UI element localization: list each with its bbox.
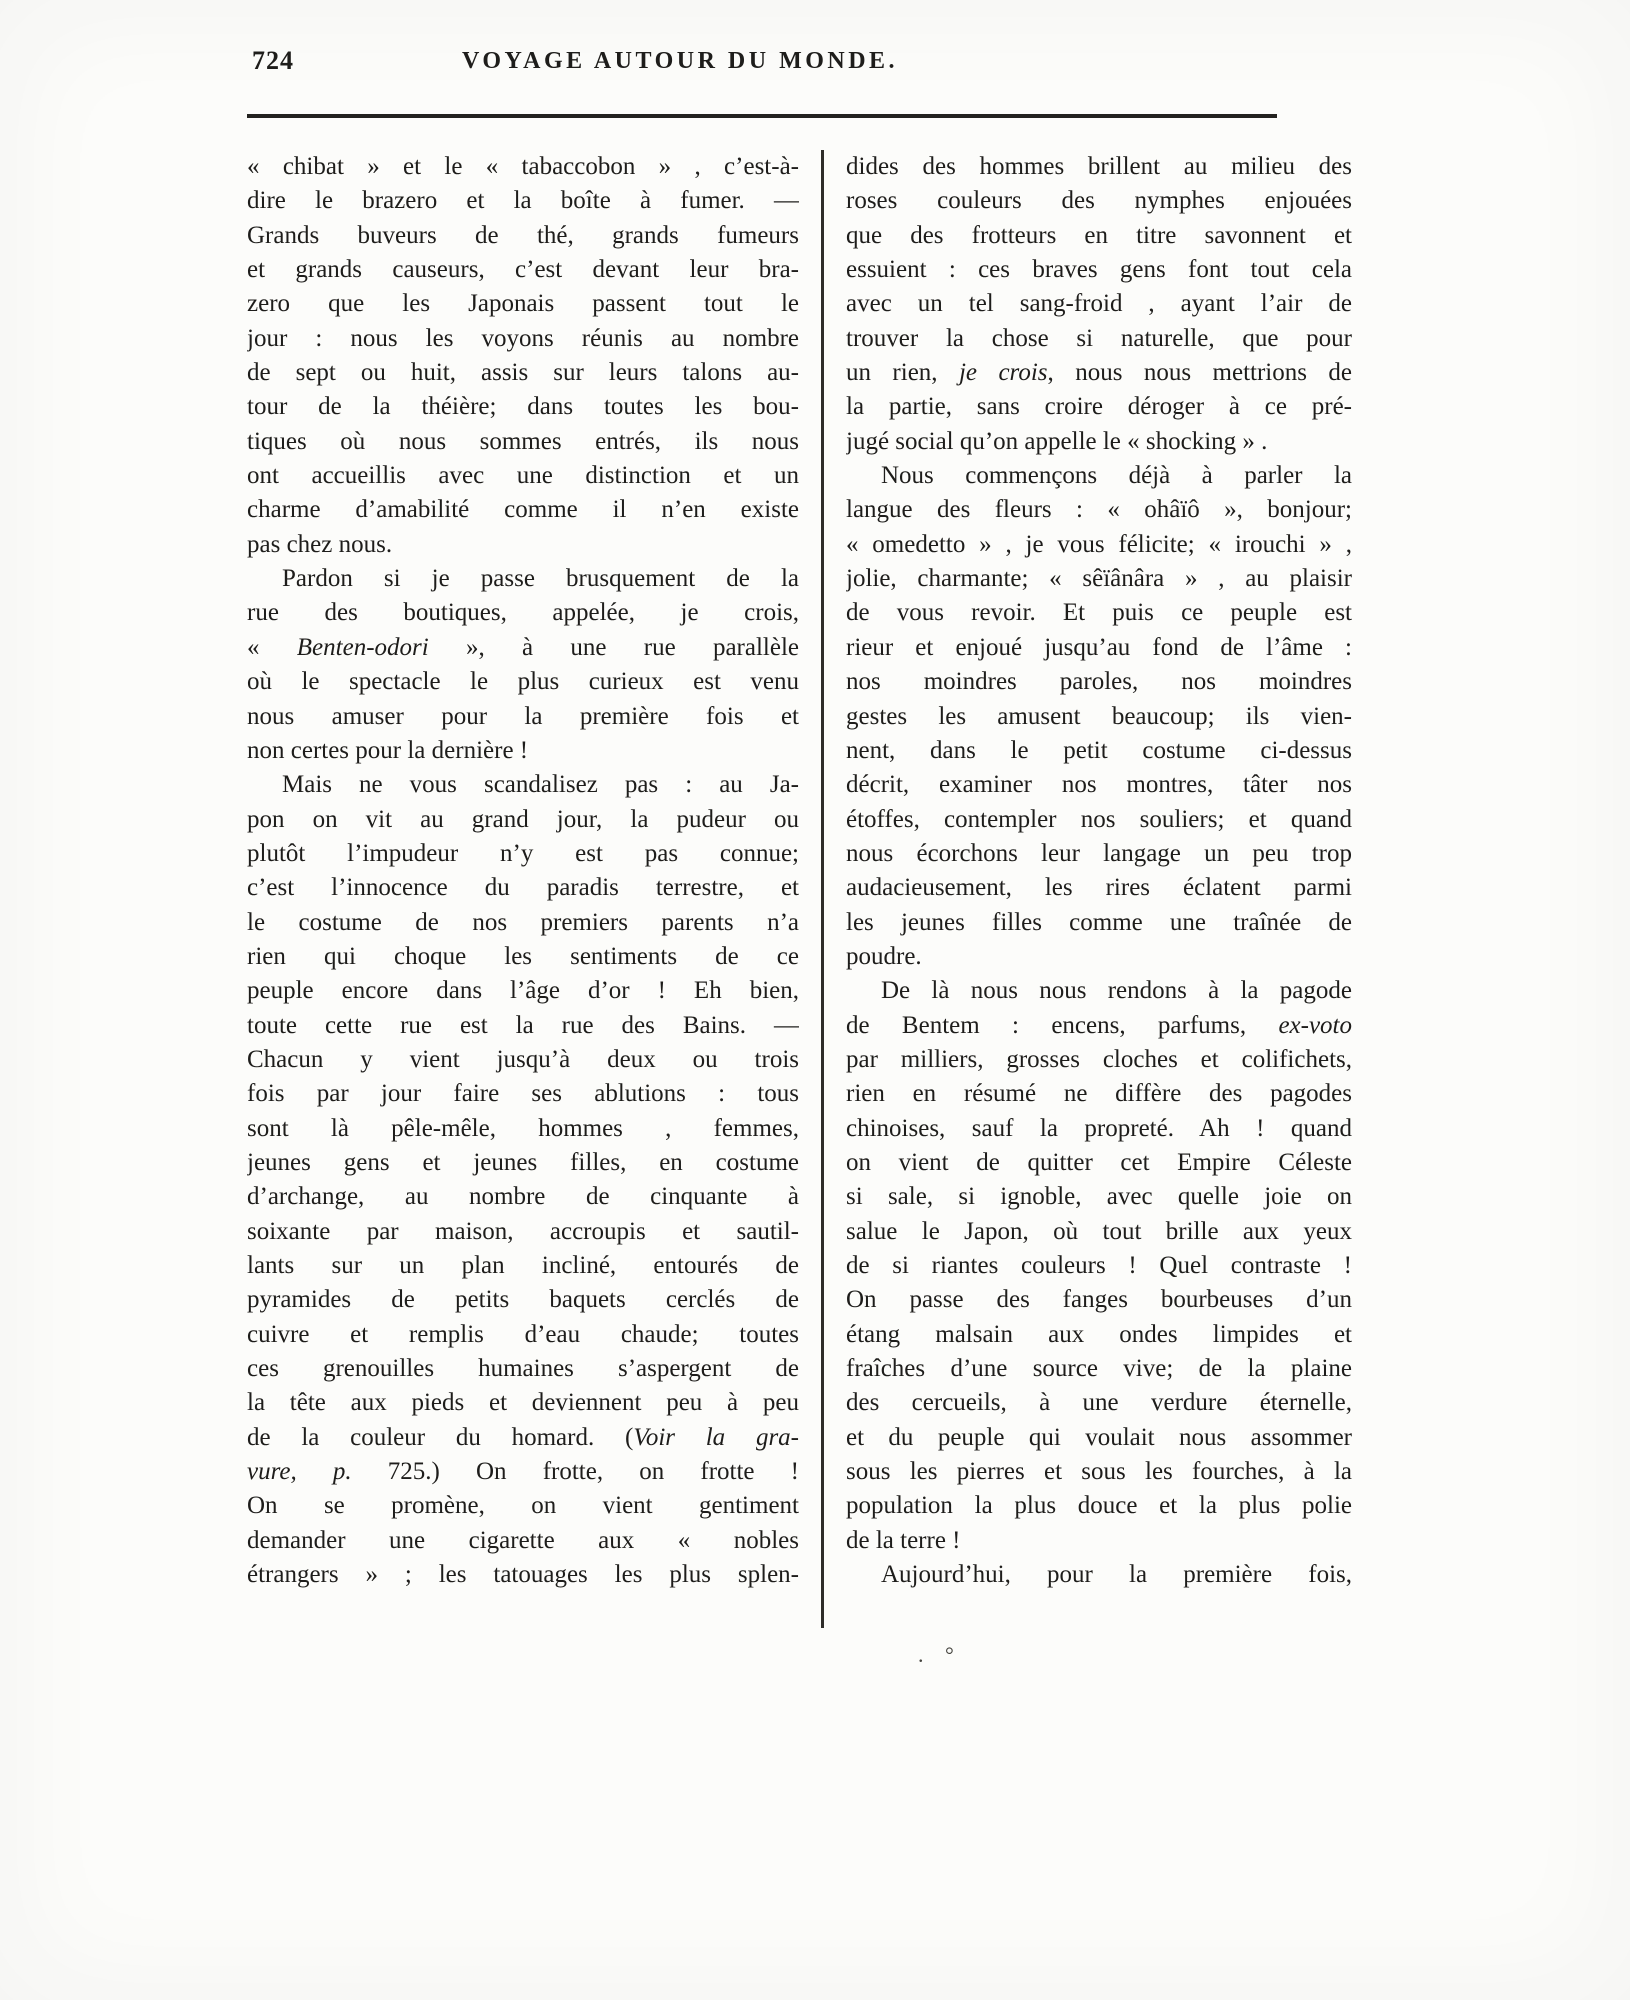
text-segment: d’archange, au nombre de cinquante à bbox=[247, 1183, 799, 1211]
text-line bbox=[846, 1043, 1352, 1077]
header-rule bbox=[247, 114, 1277, 118]
text-segment: chinoises, sauf la propreté. Ah ! quand bbox=[846, 1114, 1352, 1142]
text-segment: rieur et enjoué jusqu’au fond de l’âme : bbox=[846, 633, 1352, 661]
text-line bbox=[846, 871, 1352, 905]
text-segment: nous amuser pour la première fois et bbox=[247, 702, 799, 730]
text-line bbox=[846, 803, 1352, 837]
text-line bbox=[846, 734, 1352, 768]
text-line bbox=[846, 631, 1352, 665]
text-line bbox=[247, 1318, 799, 1352]
text-line bbox=[247, 974, 799, 1008]
text-segment: non certes pour la dernière ! bbox=[247, 736, 529, 764]
text-line bbox=[846, 356, 1352, 390]
italic-text-segment: vure, p. bbox=[247, 1458, 352, 1486]
text-segment: gestes les amusent beaucoup; ils vien- bbox=[846, 702, 1352, 730]
text-segment: étoffes, contempler nos souliers; et quand bbox=[846, 805, 1352, 833]
text-segment: sous les pierres et sous les fourches, à la bbox=[846, 1458, 1352, 1486]
text-segment: fois par jour faire ses ablutions : tous bbox=[247, 1080, 799, 1108]
text-line bbox=[247, 1489, 799, 1523]
text-line bbox=[846, 425, 1352, 459]
text-line bbox=[846, 940, 1352, 974]
italic-text-segment: ex-voto bbox=[1278, 1011, 1352, 1039]
text-segment: de la terre ! bbox=[846, 1526, 961, 1554]
text-segment: c’est l’innocence du paradis terrestre, et bbox=[247, 874, 799, 902]
text-line bbox=[247, 1146, 799, 1180]
text-segment: un rien, bbox=[846, 359, 959, 387]
text-line bbox=[846, 700, 1352, 734]
text-line bbox=[247, 390, 799, 424]
text-segment: audacieusement, les rires éclatent parmi bbox=[846, 874, 1352, 902]
column-divider-rule bbox=[821, 150, 824, 1628]
text-segment: tour de la théière; dans toutes les bou- bbox=[247, 393, 799, 421]
text-line bbox=[247, 1524, 799, 1558]
text-line bbox=[247, 253, 799, 287]
text-segment: Grands buveurs de thé, grands fumeurs bbox=[247, 221, 799, 249]
text-segment: les jeunes filles comme une traînée de bbox=[846, 908, 1352, 936]
text-segment: », à une rue parallèle bbox=[428, 633, 799, 661]
text-line bbox=[247, 1283, 799, 1317]
text-column-left bbox=[247, 150, 799, 1592]
text-segment: demander une cigarette aux « nobles bbox=[247, 1526, 799, 1554]
text-segment: trouver la chose si naturelle, que pour bbox=[846, 324, 1352, 352]
text-line bbox=[247, 184, 799, 218]
text-line bbox=[846, 1386, 1352, 1420]
text-line bbox=[247, 1180, 799, 1214]
text-line bbox=[846, 1318, 1352, 1352]
text-segment: rien qui choque les sentiments de ce bbox=[247, 942, 799, 970]
text-line bbox=[247, 493, 799, 527]
text-line bbox=[846, 459, 1352, 493]
text-line bbox=[247, 1455, 799, 1489]
text-line bbox=[247, 1112, 799, 1146]
text-segment: pon on vit au grand jour, la pudeur ou bbox=[247, 805, 799, 833]
text-segment: Aujourd’hui, pour la première fois, bbox=[881, 1561, 1352, 1589]
text-line bbox=[846, 1524, 1352, 1558]
text-segment: des cercueils, à une verdure éternelle, bbox=[846, 1389, 1352, 1417]
text-segment: étang malsain aux ondes limpides et bbox=[846, 1320, 1352, 1348]
text-segment: tiques où nous sommes entrés, ils nous bbox=[247, 427, 799, 455]
text-segment: jour : nous les voyons réunis au nombre bbox=[247, 324, 799, 352]
text-line bbox=[247, 803, 799, 837]
text-segment: jolie, charmante; « sêïânâra » , au plaisir bbox=[846, 565, 1352, 593]
text-segment: rue des boutiques, appelée, je crois, bbox=[247, 599, 799, 627]
text-segment: pyramides de petits baquets cerclés de bbox=[247, 1286, 799, 1314]
text-line bbox=[846, 1352, 1352, 1386]
text-segment: rien en résumé ne diffère des pagodes bbox=[846, 1080, 1352, 1108]
text-segment: fraîches d’une source vive; de la plaine bbox=[846, 1355, 1352, 1383]
text-line bbox=[846, 1249, 1352, 1283]
text-line bbox=[247, 1558, 799, 1592]
text-line bbox=[846, 1077, 1352, 1111]
text-segment: dides des hommes brillent au milieu des bbox=[846, 153, 1352, 180]
text-line bbox=[247, 768, 799, 802]
text-line bbox=[846, 1558, 1352, 1592]
text-segment: de Bentem : encens, parfums, bbox=[846, 1011, 1279, 1039]
text-line bbox=[846, 1009, 1352, 1043]
text-line bbox=[247, 906, 799, 940]
text-line bbox=[846, 493, 1352, 527]
text-line bbox=[846, 1180, 1352, 1214]
text-line bbox=[846, 974, 1352, 1008]
text-line bbox=[846, 528, 1352, 562]
text-line bbox=[846, 322, 1352, 356]
text-line bbox=[247, 1421, 799, 1455]
text-line bbox=[247, 219, 799, 253]
text-segment: par milliers, grosses cloches et colifichets, bbox=[846, 1045, 1352, 1073]
text-segment: où le spectacle le plus curieux est venu bbox=[247, 668, 799, 696]
text-line bbox=[846, 562, 1352, 596]
text-segment: on vient de quitter cet Empire Céleste bbox=[846, 1148, 1352, 1176]
text-line bbox=[846, 596, 1352, 630]
italic-text-segment: je crois bbox=[958, 359, 1048, 387]
text-line bbox=[846, 1421, 1352, 1455]
text-segment: « omedetto » , je vous félicite; « irouchi » , bbox=[846, 530, 1352, 558]
text-segment: nent, dans le petit costume ci-dessus bbox=[846, 736, 1352, 764]
text-segment: salue le Japon, où tout brille aux yeux bbox=[846, 1217, 1352, 1245]
text-line bbox=[247, 700, 799, 734]
text-line bbox=[247, 1249, 799, 1283]
text-segment: « chibat » et le « tabaccobon » , c’est-à- bbox=[247, 153, 799, 180]
text-line bbox=[846, 1112, 1352, 1146]
text-line bbox=[247, 1386, 799, 1420]
text-segment: On se promène, on vient gentiment bbox=[247, 1492, 799, 1520]
text-line bbox=[247, 1043, 799, 1077]
text-segment: De là nous nous rendons à la pagode bbox=[881, 977, 1352, 1005]
text-segment: , nous nous mettrions de bbox=[1047, 359, 1352, 387]
text-segment: « bbox=[247, 633, 297, 661]
text-line bbox=[247, 150, 799, 184]
text-line bbox=[846, 837, 1352, 871]
text-line bbox=[846, 184, 1352, 218]
text-line bbox=[846, 1215, 1352, 1249]
text-line bbox=[846, 287, 1352, 321]
text-line bbox=[846, 1146, 1352, 1180]
running-head-title: VOYAGE AUTOUR DU MONDE. bbox=[462, 48, 899, 74]
text-line bbox=[247, 287, 799, 321]
text-segment: charme d’amabilité comme il n’en existe bbox=[247, 496, 799, 524]
text-segment: la partie, sans croire déroger à ce pré- bbox=[846, 393, 1352, 421]
text-line bbox=[247, 322, 799, 356]
text-segment: et grands causeurs, c’est devant leur bra- bbox=[247, 256, 799, 284]
text-segment: soixante par maison, accroupis et sautil- bbox=[247, 1217, 799, 1245]
text-segment: Mais ne vous scandalisez pas : au Ja- bbox=[282, 771, 799, 799]
ink-speck: . ° bbox=[918, 1642, 962, 1667]
text-segment: cuivre et remplis d’eau chaude; toutes bbox=[247, 1320, 799, 1348]
text-line bbox=[247, 1352, 799, 1386]
text-line bbox=[247, 528, 799, 562]
text-segment: jeunes gens et jeunes filles, en costume bbox=[247, 1148, 799, 1176]
text-line bbox=[247, 1009, 799, 1043]
text-line bbox=[846, 906, 1352, 940]
text-segment: roses couleurs des nymphes enjouées bbox=[846, 187, 1352, 215]
italic-text-segment: Voir la gra- bbox=[633, 1423, 799, 1451]
text-segment: Pardon si je passe brusquement de la bbox=[282, 565, 799, 593]
text-segment: ont accueillis avec une distinction et un bbox=[247, 462, 799, 490]
text-segment: peuple encore dans l’âge d’or ! Eh bien, bbox=[247, 977, 799, 1005]
text-segment: que des frotteurs en titre savonnent et bbox=[846, 221, 1352, 249]
text-segment: étrangers » ; les tatouages les plus splen- bbox=[247, 1561, 799, 1589]
text-segment: si sale, si ignoble, avec quelle joie on bbox=[846, 1183, 1352, 1211]
text-segment: poudre. bbox=[846, 942, 922, 970]
text-line bbox=[247, 631, 799, 665]
text-line bbox=[247, 1077, 799, 1111]
text-segment: Nous commençons déjà à parler la bbox=[881, 462, 1352, 490]
text-segment: avec un tel sang-froid , ayant l’air de bbox=[846, 290, 1352, 318]
text-line bbox=[247, 871, 799, 905]
text-column-right bbox=[846, 150, 1352, 1592]
text-segment: dire le brazero et la boîte à fumer. — bbox=[247, 187, 799, 215]
text-segment: plutôt l’impudeur n’y est pas connue; bbox=[247, 839, 799, 867]
text-segment: Chacun y vient jusqu’à deux ou trois bbox=[247, 1045, 799, 1073]
text-segment: population la plus douce et la plus polie bbox=[846, 1492, 1352, 1520]
text-segment: jugé social qu’on appelle le « shocking » . bbox=[846, 427, 1268, 455]
text-segment: de si riantes couleurs ! Quel contraste ! bbox=[846, 1252, 1352, 1279]
text-line bbox=[846, 219, 1352, 253]
text-segment: nous écorchons leur langage un peu trop bbox=[846, 839, 1352, 867]
text-line bbox=[846, 150, 1352, 184]
text-segment: de vous revoir. Et puis ce peuple est bbox=[846, 599, 1352, 627]
text-line bbox=[247, 562, 799, 596]
text-line bbox=[247, 596, 799, 630]
text-segment: de sept ou huit, assis sur leurs talons au- bbox=[247, 359, 799, 387]
text-line bbox=[846, 253, 1352, 287]
text-segment: On passe des fanges bourbeuses d’un bbox=[846, 1286, 1352, 1314]
text-line bbox=[247, 425, 799, 459]
text-line bbox=[247, 665, 799, 699]
italic-text-segment: Benten-odori bbox=[296, 633, 429, 661]
text-segment: pas chez nous. bbox=[247, 530, 393, 558]
text-segment: 725.) On frotte, on frotte ! bbox=[351, 1458, 799, 1486]
text-segment: et du peuple qui voulait nous assommer bbox=[846, 1423, 1352, 1451]
page-number: 724 bbox=[252, 46, 294, 75]
text-segment: zero que les Japonais passent tout le bbox=[247, 290, 799, 318]
text-segment: sont là pêle-mêle, hommes , femmes, bbox=[247, 1114, 799, 1142]
text-segment: le costume de nos premiers parents n’a bbox=[247, 908, 799, 936]
text-line bbox=[846, 1283, 1352, 1317]
text-line bbox=[247, 837, 799, 871]
text-line bbox=[247, 940, 799, 974]
text-line bbox=[247, 356, 799, 390]
text-segment: toute cette rue est la rue des Bains. — bbox=[247, 1011, 799, 1039]
text-line bbox=[247, 734, 799, 768]
text-segment: nos moindres paroles, nos moindres bbox=[846, 668, 1352, 696]
text-segment: essuient : ces braves gens font tout cela bbox=[846, 256, 1352, 284]
text-segment: décrit, examiner nos montres, tâter nos bbox=[846, 771, 1352, 799]
text-line bbox=[846, 1455, 1352, 1489]
text-segment: lants sur un plan incliné, entourés de bbox=[247, 1252, 799, 1279]
text-line bbox=[846, 665, 1352, 699]
text-line bbox=[247, 1215, 799, 1249]
text-segment: langue des fleurs : « ohâïô », bonjour; bbox=[846, 496, 1352, 524]
text-line bbox=[247, 459, 799, 493]
text-segment: de la couleur du homard. ( bbox=[247, 1423, 634, 1451]
text-segment: la tête aux pieds et deviennent peu à peu bbox=[247, 1389, 799, 1417]
text-segment: ces grenouilles humaines s’aspergent de bbox=[247, 1355, 799, 1383]
text-line bbox=[846, 390, 1352, 424]
text-line bbox=[846, 1489, 1352, 1523]
text-line bbox=[846, 768, 1352, 802]
